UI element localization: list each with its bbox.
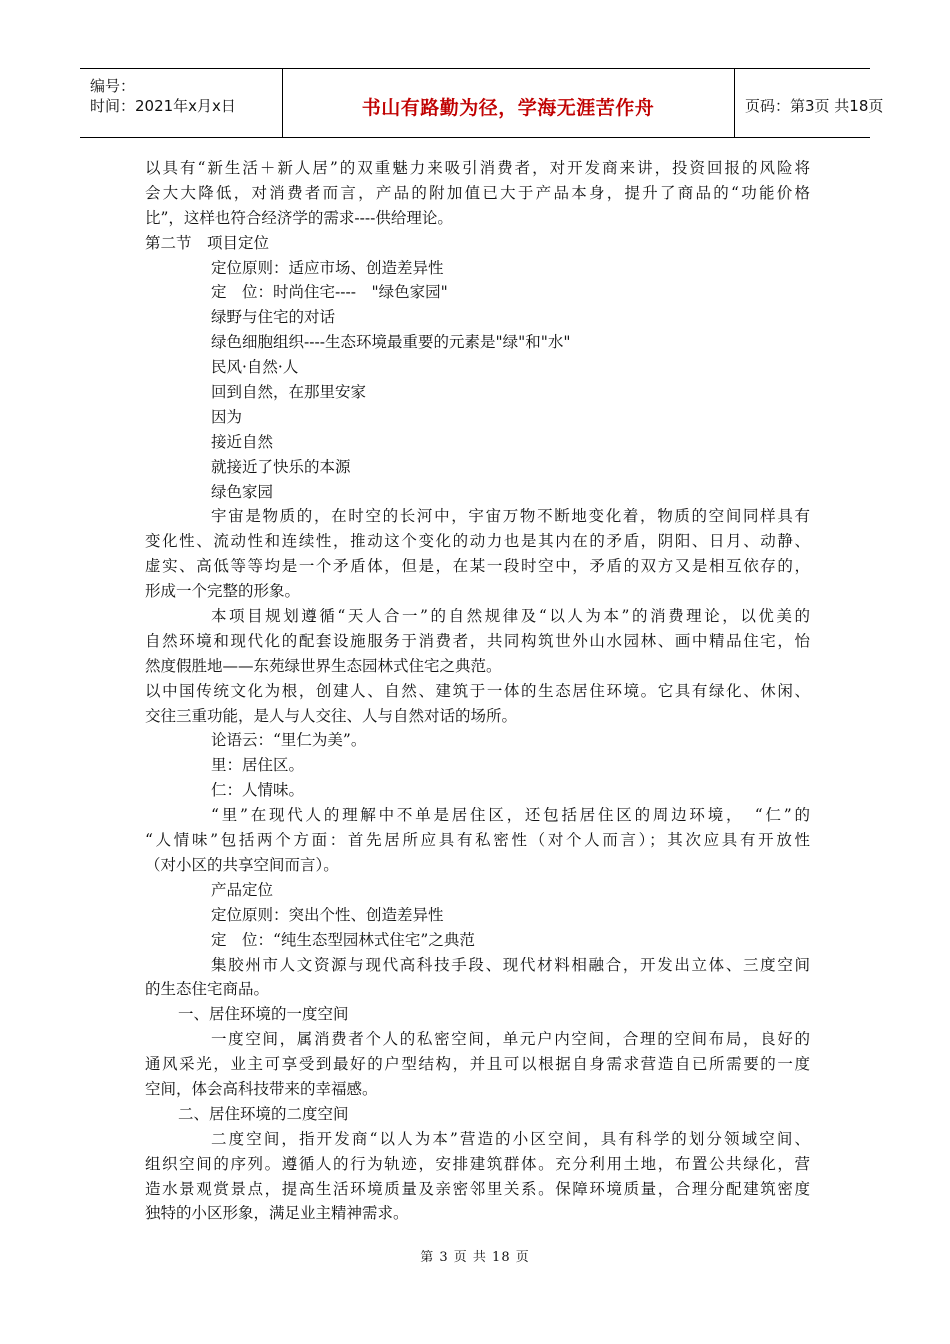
body-line: 绿色家园 <box>211 482 274 501</box>
body-line: 比”，这样也符合经济学的需求----供给理论。 <box>145 208 453 227</box>
body-line: 交往三重功能，是人与人交往、人与自然对话的场所。 <box>145 706 518 725</box>
body-line: 回到自然，在那里安家 <box>211 383 367 402</box>
body-line: （对小区的共享空间而言）。 <box>145 855 339 874</box>
header-info-cell <box>80 69 283 137</box>
body-line: 产品定位 <box>211 880 274 899</box>
subsection-heading: 一、居住环境的一度空间 <box>178 1005 349 1024</box>
body-line: 二度空间，指开发商“以人为本”营造的小区空间，具有科学的划分领域空间、 <box>211 1129 810 1148</box>
body-line: 接近自然 <box>211 432 274 451</box>
body-line: 会大大降低，对消费者而言，产品的附加值已大于产品本身，提升了商品的“功能价格 <box>145 183 810 202</box>
header-motto: 书山有路勤为径，学海无涯苦作舟 <box>361 97 655 119</box>
page-footer: 第 3 页 共 18 页 <box>420 1250 530 1265</box>
body-line: 本项目规划遵循“天人合一”的自然规律及“以人为本”的消费理论，以优美的 <box>211 607 810 626</box>
body-line: 空间，体会高科技带来的幸福感。 <box>145 1079 378 1098</box>
body-line: “人情味”包括两个方面：首先居所应具有私密性（对个人而言）；其次应具有开放性 <box>145 831 810 850</box>
document-number-label: 编号： <box>90 77 136 95</box>
document-body <box>145 156 810 1226</box>
body-line: 绿色细胞组织----生态环境最重要的元素是"绿"和"水" <box>211 333 571 352</box>
body-line: 定位原则：突出个性、创造差异性 <box>211 905 444 924</box>
document-date-label: 时间：2021年x月x日 <box>90 97 236 115</box>
body-line: 定 位：“纯生态型园林式住宅”之典范 <box>211 930 475 949</box>
body-line: 定位原则：适应市场、创造差异性 <box>211 258 444 277</box>
body-line: 宇宙是物质的，在时空的长河中，宇宙万物不断地变化着，物质的空间同样具有 <box>211 507 810 526</box>
body-line: 造水景观赏景点，提高生活环境质量及亲密邻里关系。保障环境质量，合理分配建筑密度 <box>145 1179 810 1198</box>
subsection-heading: 二、居住环境的二度空间 <box>178 1104 349 1123</box>
body-line: 以具有“新生活＋新人居”的双重魅力来吸引消费者，对开发商来讲，投资回报的风险将 <box>145 159 810 177</box>
body-line: 组织空间的序列。遵循人的行为轨迹，安排建筑群体。充分利用土地，布置公共绿化，营 <box>145 1154 810 1173</box>
body-line: “里”在现代人的理解中不单是居住区，还包括居住区的周边环境， “仁”的 <box>211 806 810 825</box>
body-line: 独特的小区形象，满足业主精神需求。 <box>145 1204 409 1223</box>
body-line: 绿野与住宅的对话 <box>211 308 336 327</box>
body-line: 形成一个完整的形象。 <box>145 582 301 601</box>
body-line: 自然环境和现代化的配套设施服务于消费者，共同构筑世外山水园林、画中精品住宅，怡 <box>145 631 810 650</box>
body-line: 里：居住区。 <box>211 756 305 775</box>
body-line: 集胶州市人文资源与现代高科技手段、现代材料相融合，开发出立体、三度空间 <box>211 955 810 974</box>
body-line: 的生态住宅商品。 <box>145 980 270 999</box>
body-line: 以中国传统文化为根，创建人、自然、建筑于一体的生态居住环境。它具有绿化、休闲、 <box>145 681 810 700</box>
page-header <box>80 68 884 138</box>
body-line: 因为 <box>211 407 243 426</box>
body-line: 定 位：时尚住宅---- "绿色家园" <box>211 283 448 302</box>
body-line: 变化性、流动性和连续性，推动这个变化的动力也是其内在的矛盾，阴阳、日月、动静、 <box>145 532 810 551</box>
header-page-cell <box>735 69 884 137</box>
body-line: 一度空间，属消费者个人的私密空间，单元户内空间，合理的空间布局，良好的 <box>211 1030 810 1049</box>
body-line: 就接近了快乐的本源 <box>211 457 351 476</box>
header-page-code: 页码：第3页 共18页 <box>745 97 884 115</box>
body-line: 民风·自然·人 <box>211 358 299 377</box>
section-heading: 第二节 项目定位 <box>145 233 270 252</box>
body-line: 仁：人情味。 <box>211 781 305 800</box>
body-line: 通风采光，业主可享受到最好的户型结构，并且可以根据自身需求营造自已所需要的一度 <box>145 1055 810 1074</box>
body-line: 然度假胜地——东苑绿世界生态园林式住宅之典范。 <box>145 656 502 675</box>
body-line: 论语云：“里仁为美”。 <box>211 731 367 750</box>
header-motto-cell <box>282 69 735 137</box>
body-line: 虚实、高低等等均是一个矛盾体，但是，在某一段时空中，矛盾的双方又是相互依存的， <box>145 557 810 576</box>
